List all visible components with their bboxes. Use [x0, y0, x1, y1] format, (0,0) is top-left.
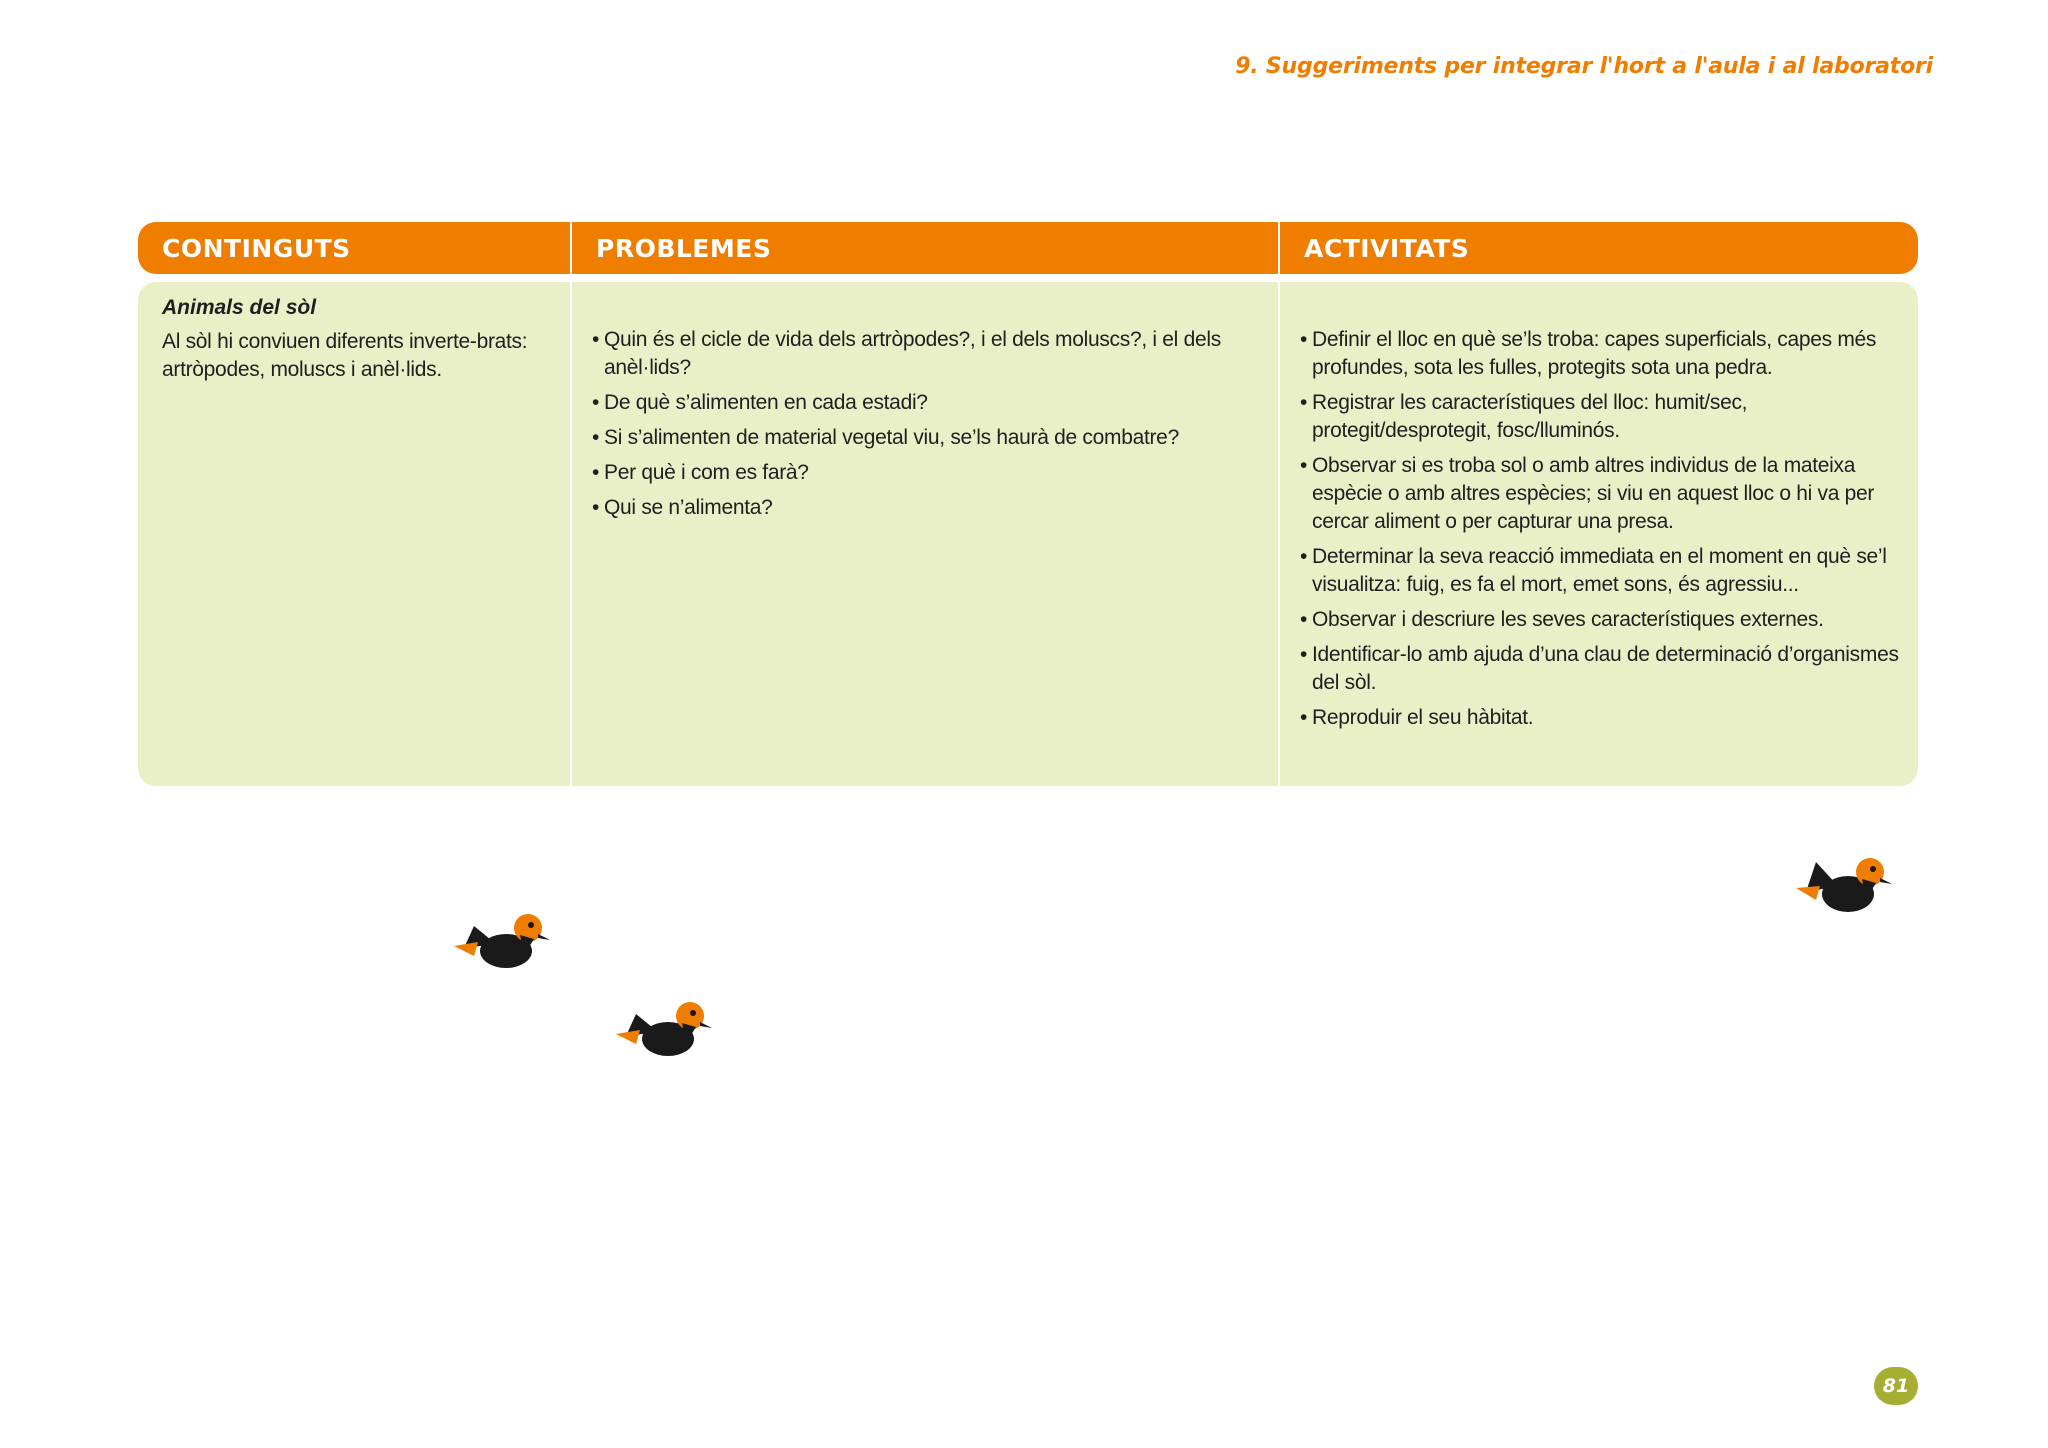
activity-item: • Observar i descriure les seves característiques externes.	[1300, 606, 1906, 634]
header-problemes: PROBLEMES	[570, 222, 1278, 274]
activity-item: • Reproduir el seu hàbitat.	[1300, 704, 1906, 732]
activity-item: • Determinar la seva reacció immediata en el moment en què se’l visualitza: fuig, es fa el mort, emet sons, és agressiu...	[1300, 543, 1906, 599]
table-body-row	[138, 282, 1918, 786]
bird-icon	[454, 908, 554, 974]
problems-cell	[570, 282, 1278, 786]
running-header: 9. Suggeriments per integrar l'hort a l'aula i al laboratori	[1235, 54, 1933, 79]
activities-list	[1300, 326, 1906, 732]
problem-item: • Per què i com es farà?	[592, 459, 1268, 487]
problem-item: • Quin és el cicle de vida dels artròpodes?, i el dels moluscs?, i el dels anèl·lids?	[592, 326, 1268, 382]
activities-cell	[1278, 282, 1918, 786]
problem-item: • Si s’alimenten de material vegetal viu, se’ls haurà de combatre?	[592, 424, 1268, 452]
activity-item: • Observar si es troba sol o amb altres individus de la mateixa espècie o amb altres espècies; si viu en aquest lloc o hi va per cercar aliment o per capturar una presa.	[1300, 452, 1906, 536]
topic-title: Animals del sòl	[162, 296, 317, 319]
activity-item: • Identificar-lo amb ajuda d’una clau de determinació d’organismes del sòl.	[1300, 641, 1906, 697]
table-header-row	[138, 222, 1918, 274]
page-number: 81	[1874, 1367, 1918, 1405]
problems-list	[592, 326, 1268, 522]
contents-cell	[138, 282, 570, 786]
bird-icon	[1796, 854, 1896, 920]
content-table	[138, 222, 1918, 786]
topic-text: Al sòl hi conviuen diferents inverte-brats: artròpodes, moluscs i anèl·lids.	[162, 330, 528, 381]
header-continguts: CONTINGUTS	[162, 233, 351, 263]
activity-item: • Registrar les característiques del lloc: humit/sec, protegit/desprotegit, fosc/lluminós.	[1300, 389, 1906, 445]
bird-icon	[616, 996, 716, 1062]
problem-item: • De què s’alimenten en cada estadi?	[592, 389, 1268, 417]
header-activitats: ACTIVITATS	[1278, 222, 1918, 274]
problem-item: • Qui se n’alimenta?	[592, 494, 1268, 522]
activity-item: • Definir el lloc en què se’ls troba: capes superficials, capes més profundes, sota les fulles, protegits sota una pedra.	[1300, 326, 1906, 382]
